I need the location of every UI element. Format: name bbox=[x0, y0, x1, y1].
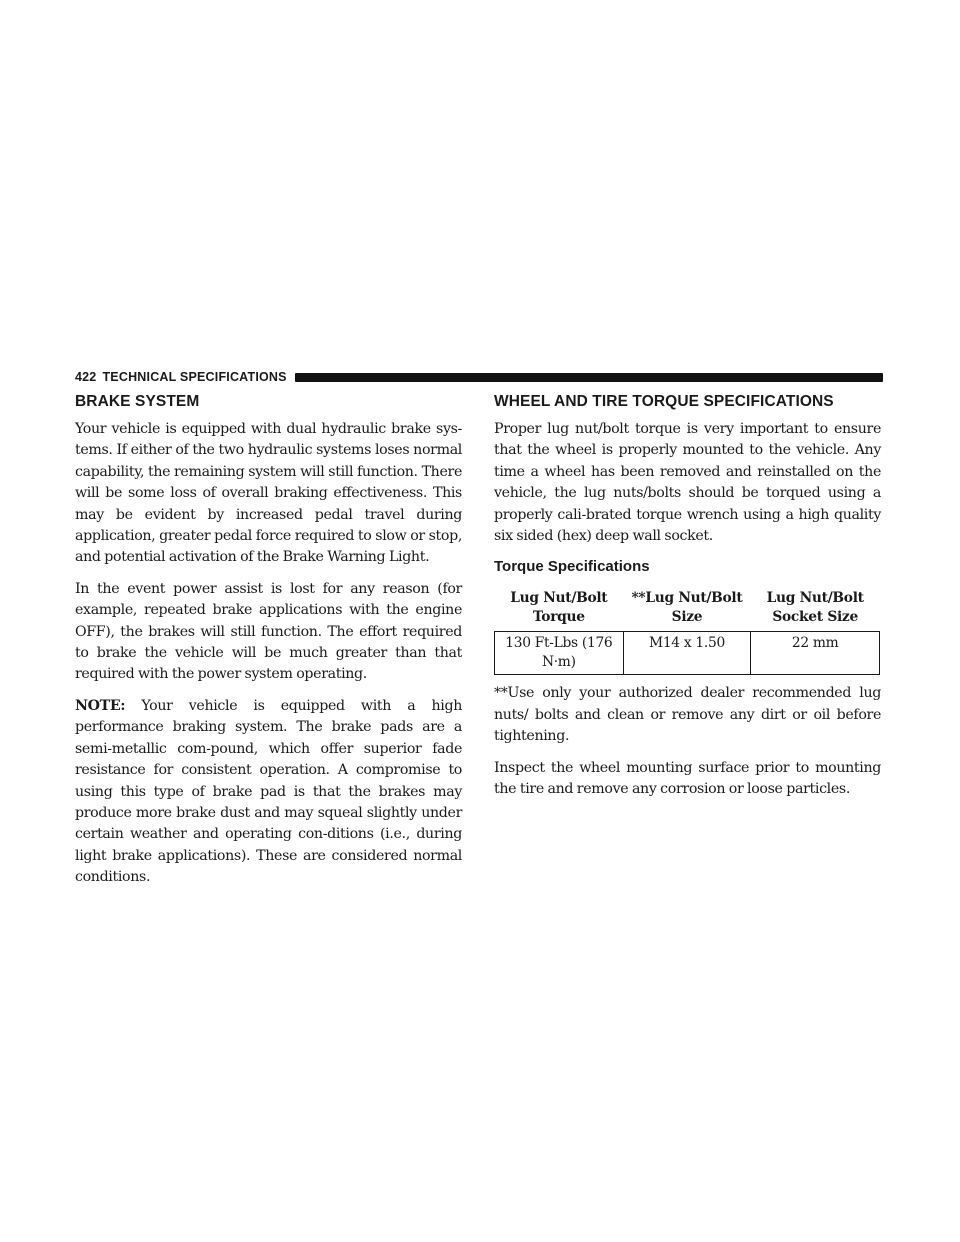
table-header-cell: **Lug Nut/Bolt Size bbox=[623, 589, 751, 632]
note-label: NOTE: bbox=[75, 697, 126, 714]
table-cell: 130 Ft-Lbs (176 N·m) bbox=[495, 632, 624, 675]
torque-table-subheading: Torque Specifications bbox=[494, 558, 650, 576]
brake-system-paragraph-2: In the event power assist is lost for any reason (for example, repeated brake applications with the engine OFF), the brakes will still function. The effort required to brake the vehicle will be much greater than that required with the power system operating. bbox=[75, 580, 462, 683]
right-column bbox=[494, 392, 881, 810]
table-header-cell: Lug Nut/Bolt Torque bbox=[495, 589, 624, 632]
table-cell: M14 x 1.50 bbox=[623, 632, 751, 675]
mounting-surface-paragraph: Inspect the wheel mounting surface prior to mounting the tire and remove any corrosion or loose particles. bbox=[494, 759, 881, 798]
table-row bbox=[495, 632, 880, 675]
table-header-cell: Lug Nut/Bolt Socket Size bbox=[751, 589, 880, 632]
brake-system-paragraph-1: Your vehicle is equipped with dual hydraulic brake sys-tems. If either of the two hydraulic systems loses normal capability, the remaining system will still function. There will be some loss of overall braking effectiveness. This may be evident by increased pedal travel during application, greater pedal force required to slow or stop, and potential activation of the Brake Warning Light. bbox=[75, 421, 462, 566]
brake-system-heading: BRAKE SYSTEM bbox=[75, 393, 200, 410]
header-rule bbox=[295, 373, 883, 382]
page-number: 422 bbox=[75, 370, 97, 384]
table-cell: 22 mm bbox=[751, 632, 880, 675]
torque-specifications-table bbox=[494, 589, 880, 675]
torque-intro-paragraph: Proper lug nut/bolt torque is very important to ensure that the wheel is properly mounted to the vehicle. Any time a wheel has been removed and reinstalled on the vehicle, the lug nuts/bolts should be torqued using a properly cali-brated torque wrench using a high quality six sided (hex) deep wall socket. bbox=[494, 421, 881, 545]
brake-system-note bbox=[75, 696, 462, 889]
table-header-row bbox=[495, 589, 880, 632]
left-column bbox=[75, 392, 462, 899]
note-text: Your vehicle is equipped with a high performance braking system. The brake pads are a semi-metallic com-pound, which offer superior fade resistance for consistent operation. A compromise to using this type of brake pad is that the brakes may produce more brake dust and may squeal slightly under certain weather and operating con-ditions (i.e., during light brake applications). These are considered normal conditions. bbox=[75, 697, 462, 886]
page-header bbox=[75, 369, 883, 385]
section-title: TECHNICAL SPECIFICATIONS bbox=[102, 370, 287, 384]
torque-specifications-heading: WHEEL AND TIRE TORQUE SPECIFICATIONS bbox=[494, 393, 834, 410]
dealer-lug-nut-note: **Use only your authorized dealer recommended lug nuts/ bolts and clean or remove any dirt or oil before tightening. bbox=[494, 685, 881, 745]
